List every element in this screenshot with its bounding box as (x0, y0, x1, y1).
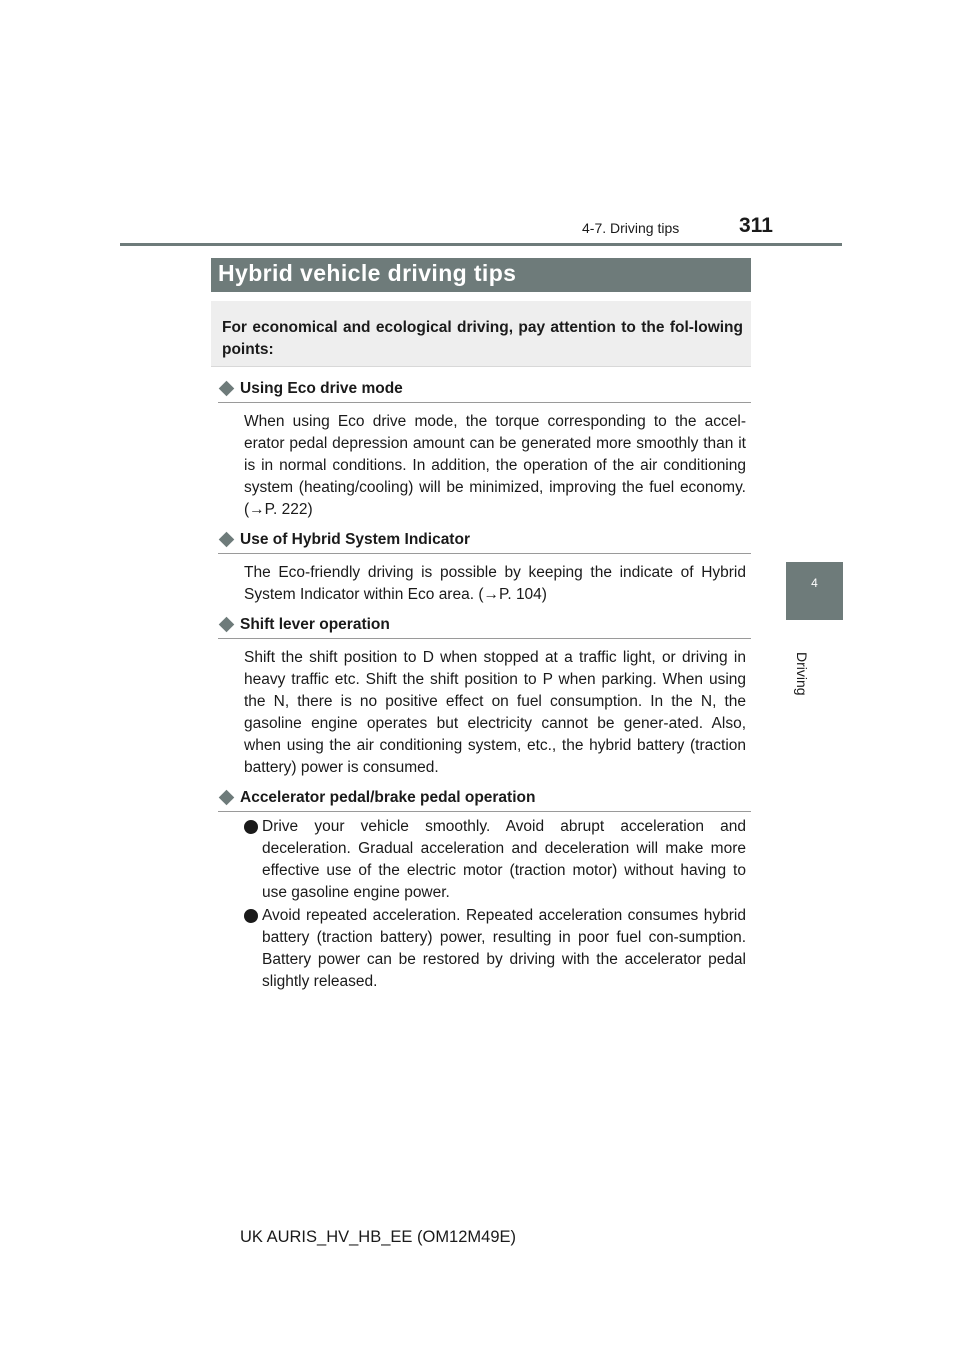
section-heading (218, 531, 470, 549)
document-code: UK AURIS_HV_HB_EE (OM12M49E) (240, 1228, 517, 1246)
list-item (244, 905, 746, 995)
intro-box (211, 301, 751, 367)
diamond-bullet-icon (219, 532, 235, 548)
chapter-tab (786, 562, 843, 620)
section-rule (218, 402, 751, 403)
chapter-label: Driving (794, 652, 810, 696)
bullet-dot-icon (244, 909, 258, 923)
header-rule (120, 243, 842, 246)
diamond-bullet-icon (219, 790, 235, 806)
section-heading (218, 789, 535, 807)
section-label: 4-7. Driving tips (582, 220, 680, 236)
diamond-bullet-icon (219, 617, 235, 633)
section-heading-text: Accelerator pedal/brake pedal operation (240, 789, 536, 806)
section-heading-text: Shift lever operation (240, 616, 390, 633)
diamond-bullet-icon (219, 381, 235, 397)
section-heading-text: Use of Hybrid System Indicator (240, 531, 470, 548)
intro-text: For economical and ecological driving, pay attention to the fol-lowing points: (222, 319, 743, 358)
section-heading (218, 380, 403, 398)
section-body: When using Eco drive mode, the torque corresponding to the accel-erator pedal depression amount can be generated more smoothly than it is in normal conditions. In addition, the operation of the air conditioning system (heating/cooling) will be minimized, improving the fuel economy. (→P. 222) (244, 413, 746, 518)
page-number: 311 (739, 214, 773, 237)
section-body: Shift the shift position to D when stopped at a traffic light, or driving in heavy traffic etc. Shift the shift position to P when parking. When using the N, there is no positive effect on fuel consumption. In the N, the gasoline engine operates but electricity cannot be gener-ated. Also, when using the air conditioning system, etc., the hybrid battery (traction battery) power is consumed. (244, 649, 746, 776)
page-title: Hybrid vehicle driving tips (218, 260, 517, 286)
section-rule (218, 638, 751, 639)
bullet-dot-icon (244, 820, 258, 834)
section-heading-text: Using Eco drive mode (240, 380, 403, 397)
section-rule (218, 811, 751, 812)
list-item-text: Avoid repeated acceleration. Repeated acceleration consumes hybrid battery (traction battery) power, resulting in poor fuel con-sumption. Battery power can be restored by driving with the accelerator pedal slightly released. (262, 907, 746, 990)
section-rule (218, 553, 751, 554)
section-body: The Eco-friendly driving is possible by keeping the indicate of Hybrid System Indicator within Eco area. (→P. 104) (244, 564, 746, 603)
list-item-text: Drive your vehicle smoothly. Avoid abrupt acceleration and deceleration. Gradual acceleration and deceleration will make more effective use of the electric motor (traction motor) without having to use gasoline engine power. (262, 818, 746, 901)
section-heading (218, 616, 390, 634)
list-item (244, 816, 746, 906)
chapter-number: 4 (811, 576, 818, 590)
